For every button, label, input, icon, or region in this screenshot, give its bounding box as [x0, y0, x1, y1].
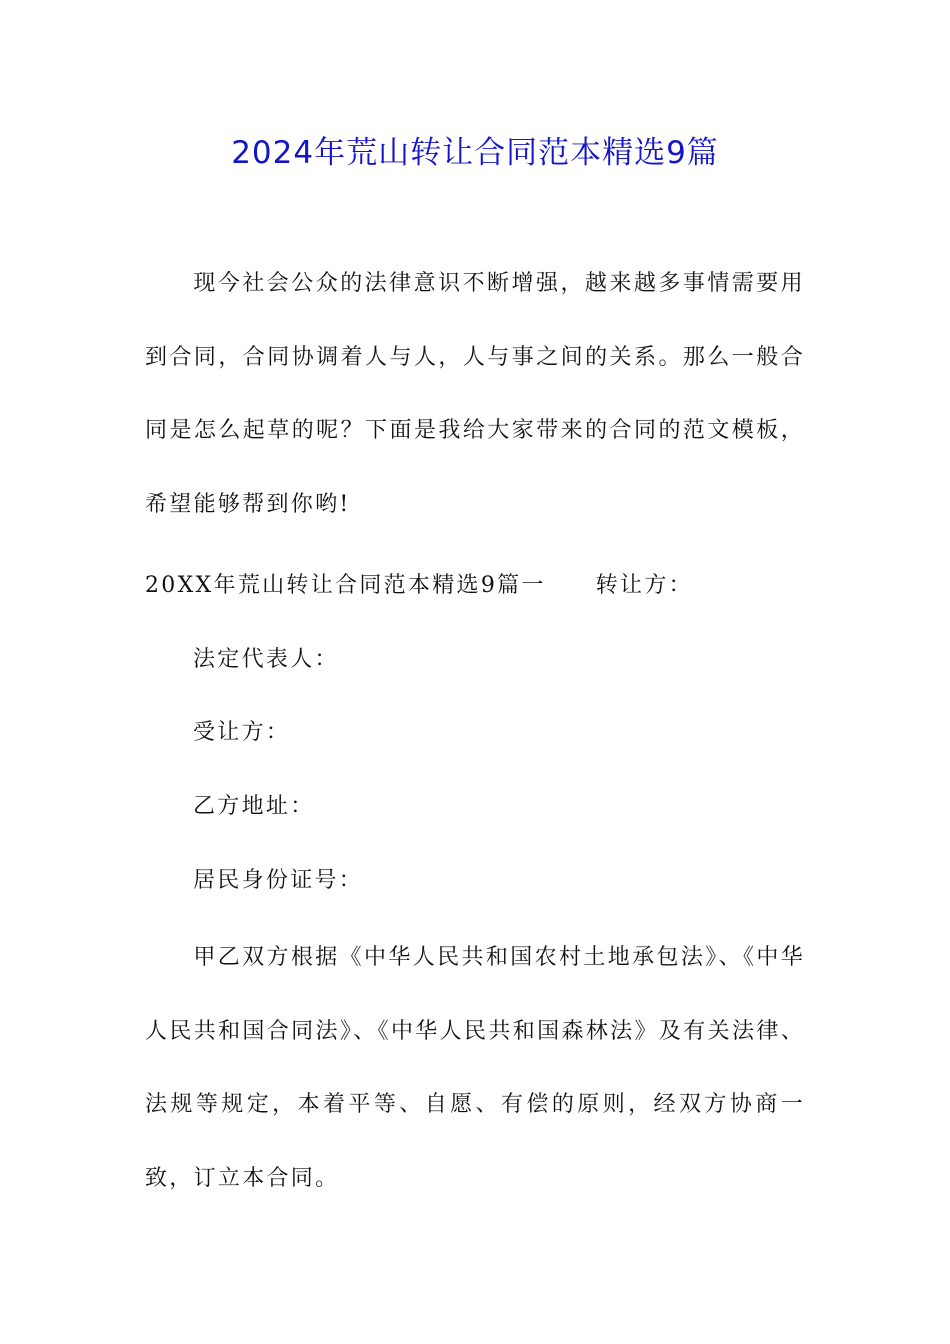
intro-paragraph: 现今社会公众的法律意识不断增强，越来越多事情需要用到合同，合同协调着人与人，人与事之间的关系。那么一般合同是怎么起草的呢？下面是我给大家带来的合同的范文模板，希望能够帮到你哟! [145, 271, 805, 517]
agreement-paragraph: 甲乙双方根据《中华人民共和国农村土地承包法》、《中华人民共和国合同法》、《中华人民共和国森林法》及有关法律、法规等规定，本着平等、自愿、有偿的原则，经双方协商一致，订立本合同。 [145, 945, 805, 1191]
legal-representative-label: 法定代表人： [193, 647, 339, 672]
party-b-address-label: 乙方地址： [193, 794, 315, 819]
transferee-label: 受让方： [193, 720, 291, 745]
section-heading: 20XX年荒山转让合同范本精选9篇一 [145, 573, 546, 598]
document-title: 2024年荒山转让合同范本精选9篇 [231, 135, 719, 171]
section-heading-line [145, 571, 693, 601]
transferor-label: 转让方： [595, 573, 693, 598]
id-number-label: 居民身份证号： [193, 868, 364, 893]
